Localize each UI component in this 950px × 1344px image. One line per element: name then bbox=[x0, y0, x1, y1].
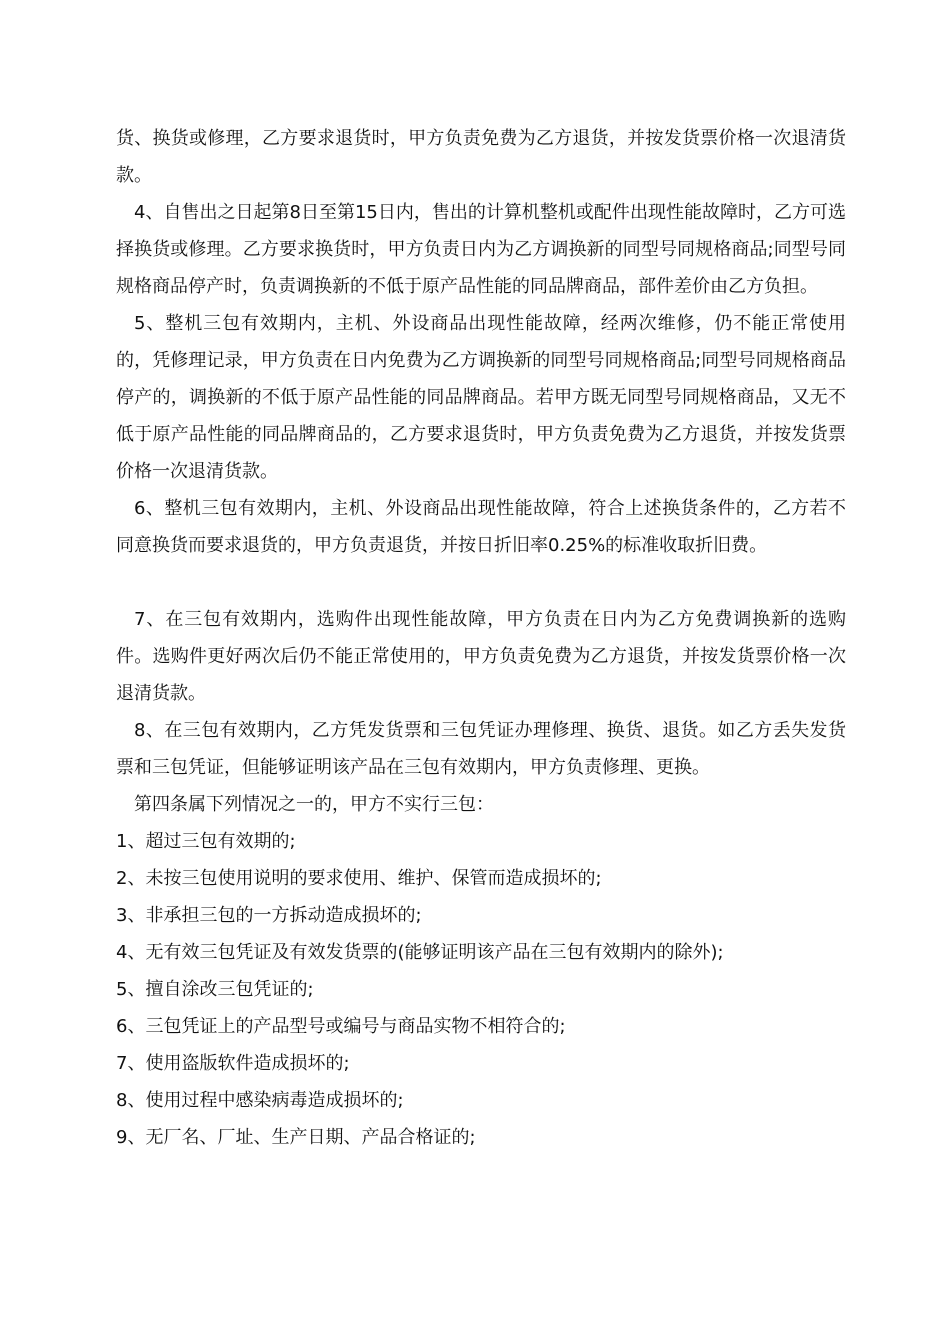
exclusion-item-1: 1、超过三包有效期的; bbox=[116, 831, 296, 852]
paragraph-clause-4: 4、自售出之日起第8日至第15日内，售出的计算机整机或配件出现性能故障时，乙方可选择换货或修理。乙方要求换货时，甲方负责日内为乙方调换新的同型号同规格商品;同型号同规格商品停产时，负责调换新的不低于原产品性能的同品牌商品，部件差价由乙方负担。 bbox=[116, 202, 846, 297]
paragraph-clause-6: 6、整机三包有效期内，主机、外设商品出现性能故障，符合上述换货条件的，乙方若不同意换货而要求退货的，甲方负责退货，并按日折旧率0.25%的标准收取折旧费。 bbox=[116, 498, 846, 556]
paragraph-clause-5: 5、整机三包有效期内，主机、外设商品出现性能故障，经两次维修，仍不能正常使用的，凭修理记录，甲方负责在日内免费为乙方调换新的同型号同规格商品;同型号同规格商品停产的，调换新的不低于原产品性能的同品牌商品。若甲方既无同型号同规格商品，又无不低于原产品性能的同品牌商品的，乙方要求退货时，甲方负责免费为乙方退货，并按发货票价格一次退清货款。 bbox=[116, 313, 846, 482]
paragraph-clause-8: 8、在三包有效期内，乙方凭发货票和三包凭证办理修理、换货、退货。如乙方丢失发货票和三包凭证，但能够证明该产品在三包有效期内，甲方负责修理、更换。 bbox=[116, 720, 846, 778]
exclusion-item-4: 4、无有效三包凭证及有效发货票的(能够证明该产品在三包有效期内的除外); bbox=[116, 942, 724, 963]
exclusion-item-8: 8、使用过程中感染病毒造成损坏的; bbox=[116, 1090, 404, 1111]
document-body bbox=[116, 120, 846, 1156]
paragraph-clause-7: 7、在三包有效期内，选购件出现性能故障，甲方负责在日内为乙方免费调换新的选购件。选购件更好两次后仍不能正常使用的，甲方负责免费为乙方退货，并按发货票价格一次退清货款。 bbox=[116, 609, 846, 704]
paragraph-continuation: 货、换货或修理，乙方要求退货时，甲方负责免费为乙方退货，并按发货票价格一次退清货款。 bbox=[116, 128, 846, 186]
paragraph-spacer bbox=[116, 564, 846, 601]
exclusion-item-7: 7、使用盗版软件造成损坏的; bbox=[116, 1053, 350, 1074]
exclusion-item-6: 6、三包凭证上的产品型号或编号与商品实物不相符合的; bbox=[116, 1016, 566, 1037]
exclusion-item-9: 9、无厂名、厂址、生产日期、产品合格证的; bbox=[116, 1127, 476, 1148]
article-four-heading: 第四条属下列情况之一的，甲方不实行三包： bbox=[134, 794, 494, 815]
exclusion-item-5: 5、擅自涂改三包凭证的; bbox=[116, 979, 314, 1000]
exclusion-item-3: 3、非承担三包的一方拆动造成损坏的; bbox=[116, 905, 422, 926]
exclusion-item-2: 2、未按三包使用说明的要求使用、维护、保管而造成损坏的; bbox=[116, 868, 602, 889]
